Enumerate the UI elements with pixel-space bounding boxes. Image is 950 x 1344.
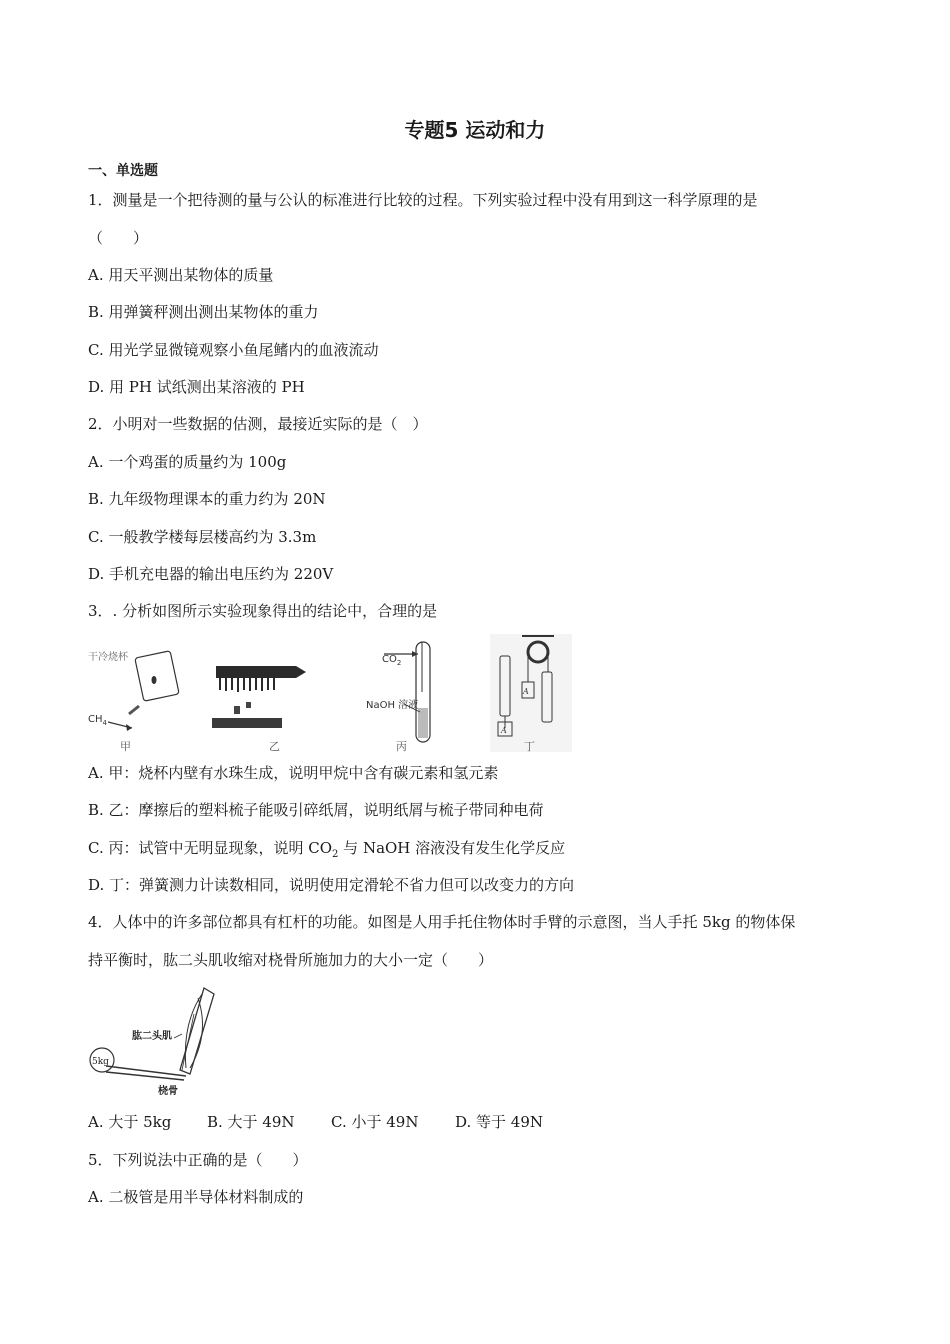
figure-weight-letter-2: A bbox=[523, 687, 529, 696]
q1-stem: 1．测量是一个把待测的量与公认的标准进行比较的过程。下列实验过程中没有用到这一科学原理的是 bbox=[88, 191, 758, 209]
q2-stem: 2．小明对一些数据的估测，最接近实际的是（ ） bbox=[88, 415, 428, 433]
figure-caption-yi: 乙 bbox=[269, 740, 280, 753]
figure-caption-jia: 甲 bbox=[120, 740, 131, 753]
q4-arm-figure bbox=[86, 984, 226, 1100]
q3-experiment-figure bbox=[84, 632, 574, 754]
q2-option-d: D. 手机充电器的输出电压约为 220V bbox=[88, 565, 334, 583]
figure-bone-label: 桡骨 bbox=[158, 1086, 178, 1097]
q2-option-a: A. 一个鸡蛋的质量约为 100g bbox=[88, 453, 287, 471]
page-title: 专题5 运动和力 bbox=[404, 118, 546, 142]
figure-weight-letter: A bbox=[501, 726, 507, 735]
q5-stem: 5．下列说法中正确的是（ ） bbox=[88, 1151, 308, 1169]
figure-caption-bing: 丙 bbox=[396, 740, 407, 753]
q4-option-d: D. 等于 49N bbox=[455, 1113, 544, 1131]
q3-option-a: A. 甲：烧杯内壁有水珠生成，说明甲烷中含有碳元素和氢元素 bbox=[88, 764, 499, 782]
q2-option-b: B. 九年级物理课本的重力约为 20N bbox=[88, 490, 326, 508]
q3-stem: 3．. 分析如图所示实验现象得出的结论中，合理的是 bbox=[88, 602, 438, 620]
figure-naoh-label: NaOH 溶液 bbox=[366, 700, 419, 711]
q4-option-a: A. 大于 5kg bbox=[88, 1113, 172, 1131]
q3-option-c: C. 丙：试管中无明显现象，说明 $CO_2$ 与 NaOH 溶液没有发生化学反应 bbox=[88, 839, 566, 860]
figure-mass-label: 5kg bbox=[92, 1057, 109, 1067]
figure-muscle-label: 肱二头肌 bbox=[132, 1031, 172, 1042]
figure-jia-label: 干冷烧杯 bbox=[88, 652, 128, 663]
section-heading: 一、单选题 bbox=[88, 163, 158, 179]
q4-stem-line1: 4．人体中的许多部位都具有杠杆的功能。如图是人用手托住物体时手臂的示意图，当人手托 5kg 的物体保 bbox=[88, 913, 796, 931]
q3-option-b: B. 乙：摩擦后的塑料梳子能吸引碎纸屑，说明纸屑与梳子带同种电荷 bbox=[88, 801, 544, 819]
q1-option-a: A. 用天平测出某物体的质量 bbox=[88, 266, 274, 284]
figure-caption-ding: 丁 bbox=[524, 740, 535, 753]
q1-paren: （ ） bbox=[88, 229, 149, 247]
q1-option-c: C. 用光学显微镜观察小鱼尾鳍内的血液流动 bbox=[88, 341, 379, 359]
figure-ch4-label: $CH_4$ bbox=[88, 714, 107, 727]
figure-yi-comb bbox=[212, 666, 306, 728]
q3-option-d: D. 丁：弹簧测力计读数相同，说明使用定滑轮不省力但可以改变力的方向 bbox=[88, 876, 575, 894]
q4-option-c: C. 小于 49N bbox=[331, 1113, 419, 1131]
q2-option-c: C. 一般教学楼每层楼高约为 3.3m bbox=[88, 528, 317, 546]
q1-option-d: D. 用 PH 试纸测出某溶液的 PH bbox=[88, 378, 305, 396]
q1-option-b: B. 用弹簧秤测出测出某物体的重力 bbox=[88, 303, 319, 321]
q5-option-a: A. 二极管是用半导体材料制成的 bbox=[88, 1188, 304, 1206]
q4-option-b: B. 大于 49N bbox=[207, 1113, 295, 1131]
q4-stem-line2: 持平衡时，肱二头肌收缩对桡骨所施加力的大小一定（ ） bbox=[88, 951, 494, 969]
figure-co2-label: $CO_2$ bbox=[382, 654, 402, 667]
